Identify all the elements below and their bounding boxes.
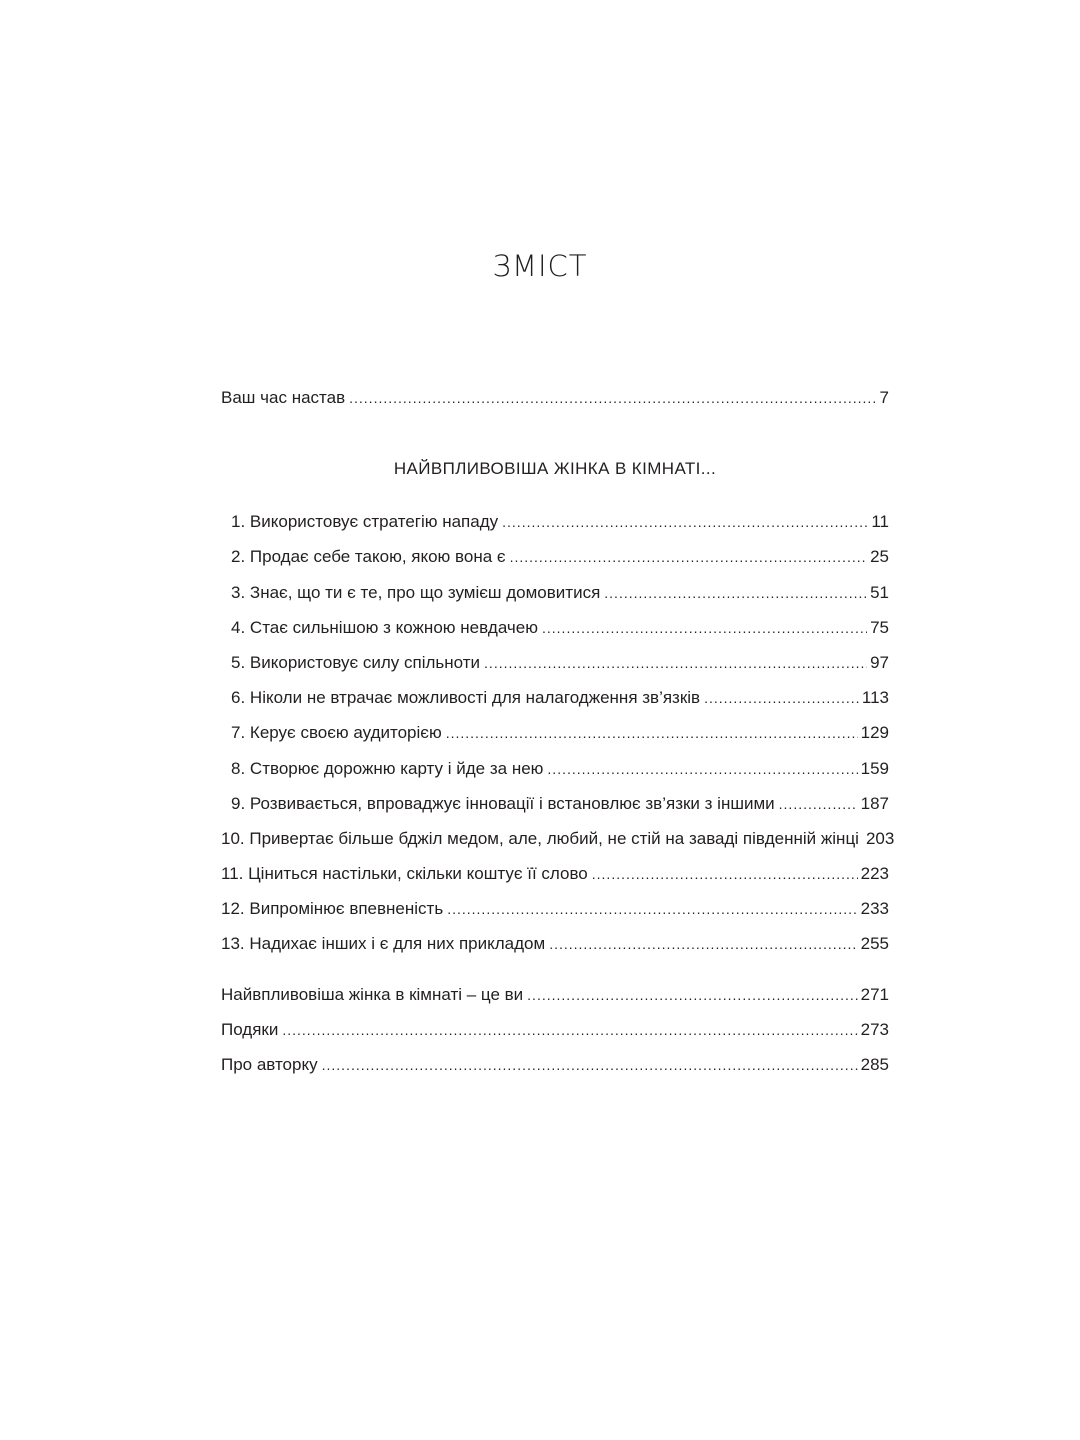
dot-leader [282,1013,857,1048]
dot-leader [604,576,867,611]
toc-entry-page: 273 [860,1019,889,1039]
toc-entry-label: Знає, що ти є те, про що зумієш домовитися [249,582,601,602]
toc-entry-chapter[interactable] [221,891,889,926]
chapter-number: 8. [231,758,246,778]
chapter-number: 5. [231,652,246,672]
toc-entry-label: Використовує силу спільноти [249,652,481,672]
toc-entry-chapter[interactable] [221,575,889,610]
chapter-number: 11. [221,864,244,884]
chapter-number: 7. [231,723,246,743]
toc-entry-label: Ваш час настав [221,388,346,407]
toc-entry-chapter[interactable] [221,645,889,680]
toc-entry-label: Подяки [221,1019,279,1039]
toc-entry-page: 11 [871,512,889,532]
toc-entry-chapter[interactable] [221,715,889,750]
chapter-number: 3. [231,582,246,602]
toc-entry-page: 113 [861,688,889,708]
toc-entry-label: Продає себе такою, якою вона є [249,547,506,567]
toc-entry-page: 233 [860,899,889,919]
toc-entry-page: 97 [870,652,889,672]
dot-leader [704,681,859,716]
toc-entry-chapter[interactable] [221,856,889,891]
toc-entry-label: Найвпливовіша жінка в кімнаті – це ви [221,984,524,1004]
toc-entry-chapter[interactable] [221,821,895,856]
toc-entry-page: 159 [860,758,889,778]
dot-leader [447,892,857,927]
toc-entry-page: 223 [860,864,889,884]
dot-leader [349,381,876,416]
dot-leader [542,611,867,646]
toc-entry-closing[interactable] [221,977,889,1012]
toc-entry-chapter[interactable] [221,680,889,715]
dot-leader [322,1048,858,1083]
toc-entry-label: Надихає інших і є для них прикладом [249,934,546,954]
toc-entry-page: 255 [860,934,889,954]
dot-leader [549,927,857,962]
toc-title: ЗМІСТ [492,249,588,283]
toc-entry-page: 285 [860,1055,889,1074]
toc-entry-chapter[interactable] [221,786,889,821]
toc-entry-page: 129 [860,723,889,743]
chapter-number: 13. [221,934,245,954]
toc-entry-label: Ніколи не втрачає можливості для налагодження зв’язків [249,688,701,708]
dot-leader [446,716,858,751]
chapter-number: 10. [221,828,245,848]
section-heading: НАЙВПЛИВОВІША ЖІНКА В КІМНАТІ... [393,459,717,479]
table-of-contents [221,380,895,1082]
toc-entry-chapter[interactable] [221,610,889,645]
toc-entry-chapter[interactable] [221,751,889,786]
toc-entry-label: Розвивається, впроваджує інновації і встановлює зв’язки з іншими [249,793,775,813]
section-spacer [221,962,889,977]
dot-leader [779,787,858,822]
dot-leader [592,857,858,892]
chapter-number: 9. [231,793,246,813]
toc-entry-page: 51 [870,582,889,602]
chapter-number: 1. [231,512,246,532]
chapter-number: 2. [231,547,246,567]
toc-entry-page: 203 [865,828,895,848]
toc-entry-label: Створює дорожню карту і йде за нею [249,758,544,778]
toc-entry-page: 75 [870,617,889,637]
dot-leader [510,540,868,575]
toc-entry-chapter[interactable] [221,504,889,539]
toc-entry-chapter[interactable] [221,539,889,574]
chapter-number: 4. [231,617,246,637]
toc-entry-chapter[interactable] [221,926,889,961]
toc-entry-page: 25 [870,547,889,567]
toc-entry-intro[interactable] [221,380,889,415]
dot-leader [527,978,857,1013]
dot-leader [547,752,857,787]
toc-entry-page: 271 [860,984,889,1004]
toc-entry-label: Керує своєю аудиторією [249,723,442,743]
toc-entry-page: 7 [879,388,889,407]
toc-entry-label: Використовує стратегію нападу [249,512,499,532]
chapter-number: 6. [231,688,246,708]
dot-leader [484,646,867,681]
toc-entry-label: Привертає більше бджіл медом, але, любий, не стій на заваді південній жінці [249,828,859,848]
toc-entry-closing[interactable] [221,1047,889,1082]
chapter-number: 12. [221,899,245,919]
toc-entry-label: Ціниться настільки, скільки коштує її слово [248,864,588,884]
toc-entry-page: 187 [860,793,889,813]
toc-entry-closing[interactable] [221,1012,889,1047]
dot-leader [502,505,868,540]
toc-entry-label: Стає сильнішою з кожною невдачею [249,617,538,637]
toc-entry-label: Випромінює впевненість [249,899,444,919]
toc-entry-label: Про авторку [221,1055,318,1074]
